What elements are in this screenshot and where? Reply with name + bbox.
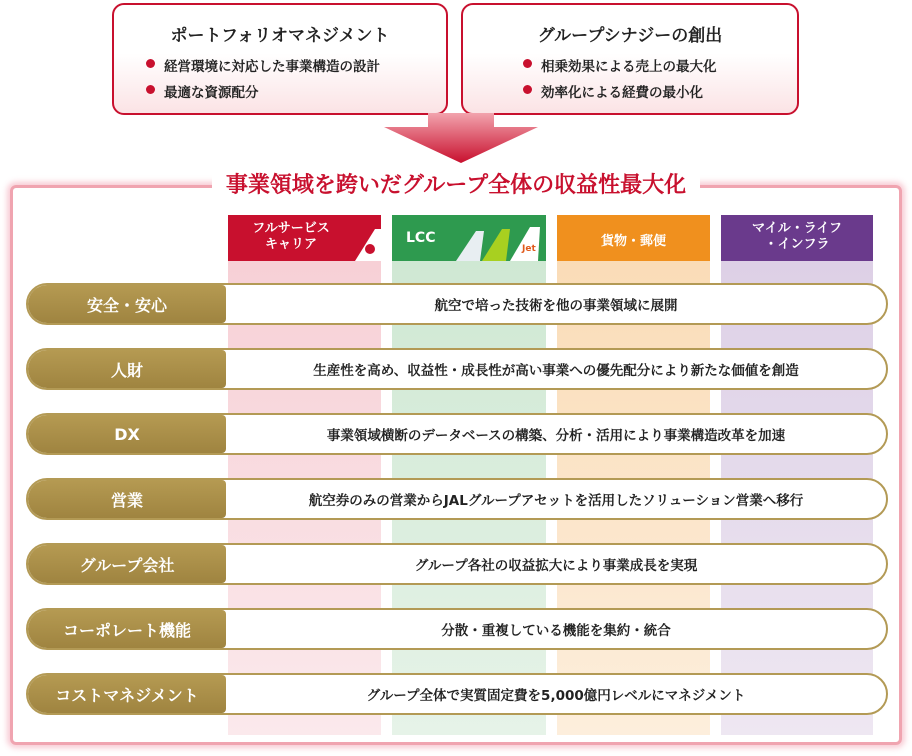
bullet-item: 相乗効果による売上の最大化: [523, 55, 717, 75]
bullet-item: 最適な資源配分: [146, 81, 380, 101]
row-text: 航空券のみの営業からJALグループアセットを活用したソリューション営業へ移行: [308, 493, 804, 509]
airplane-tail-icon: [341, 215, 381, 261]
column-label: LCC: [406, 230, 436, 246]
row-safety: [26, 283, 888, 325]
bullet-list: [146, 55, 380, 107]
row-label: 営業: [28, 480, 226, 518]
box-title: グループシナジーの創出: [537, 26, 723, 46]
row-group-companies: [26, 543, 888, 585]
row-human-resources: [26, 348, 888, 390]
headline: [0, 173, 912, 199]
row-cost-management: [26, 673, 888, 715]
portfolio-management-box: [112, 3, 448, 115]
row-label: コストマネジメント: [28, 675, 226, 713]
row-text: グループ全体で実質固定費を5,000億円レベルにマネジメント: [366, 688, 746, 704]
column-label: フルサービス キャリア: [252, 221, 330, 252]
bullet-list: [523, 55, 717, 107]
row-label: DX: [28, 415, 226, 453]
row-text: 生産性を高め、収益性・成長性が高い事業への優先配分により新たな価値を創造: [313, 363, 799, 379]
group-synergy-box: [461, 3, 799, 115]
row-label: グループ会社: [28, 545, 226, 583]
row-text: 分散・重複している機能を集約・統合: [441, 623, 671, 639]
box-title: ポートフォリオマネジメント: [170, 26, 390, 46]
column-header-full-service: [228, 215, 381, 261]
column-label: マイル・ライフ ・インフラ: [752, 221, 842, 252]
column-label: 貨物・郵便: [600, 234, 666, 249]
row-text: 航空で培った技術を他の事業領域に展開: [434, 298, 678, 314]
row-sales: [26, 478, 888, 520]
svg-text:Jet: Jet: [522, 244, 536, 254]
headline-text: 事業領域を跨いだグループ全体の収益性最大化: [212, 173, 700, 199]
down-arrow-icon: [376, 113, 546, 165]
row-dx: [26, 413, 888, 455]
column-header-mile: [721, 215, 873, 261]
row-corporate-functions: [26, 608, 888, 650]
bullet-item: 経営環境に対応した事業構造の設計: [146, 55, 380, 75]
bullet-item: 効率化による経費の最小化: [523, 81, 717, 101]
row-text: 事業領域横断のデータベースの構築、分析・活用により事業構造改革を加速: [326, 428, 786, 444]
row-label: 安全・安心: [28, 285, 226, 323]
row-label: 人財: [28, 350, 226, 388]
airplane-tails-icon: [450, 215, 546, 261]
column-header-lcc: [392, 215, 546, 261]
column-header-cargo: [557, 215, 710, 261]
row-text: グループ各社の収益拡大により事業成長を実現: [414, 558, 698, 574]
row-label: コーポレート機能: [28, 610, 226, 648]
